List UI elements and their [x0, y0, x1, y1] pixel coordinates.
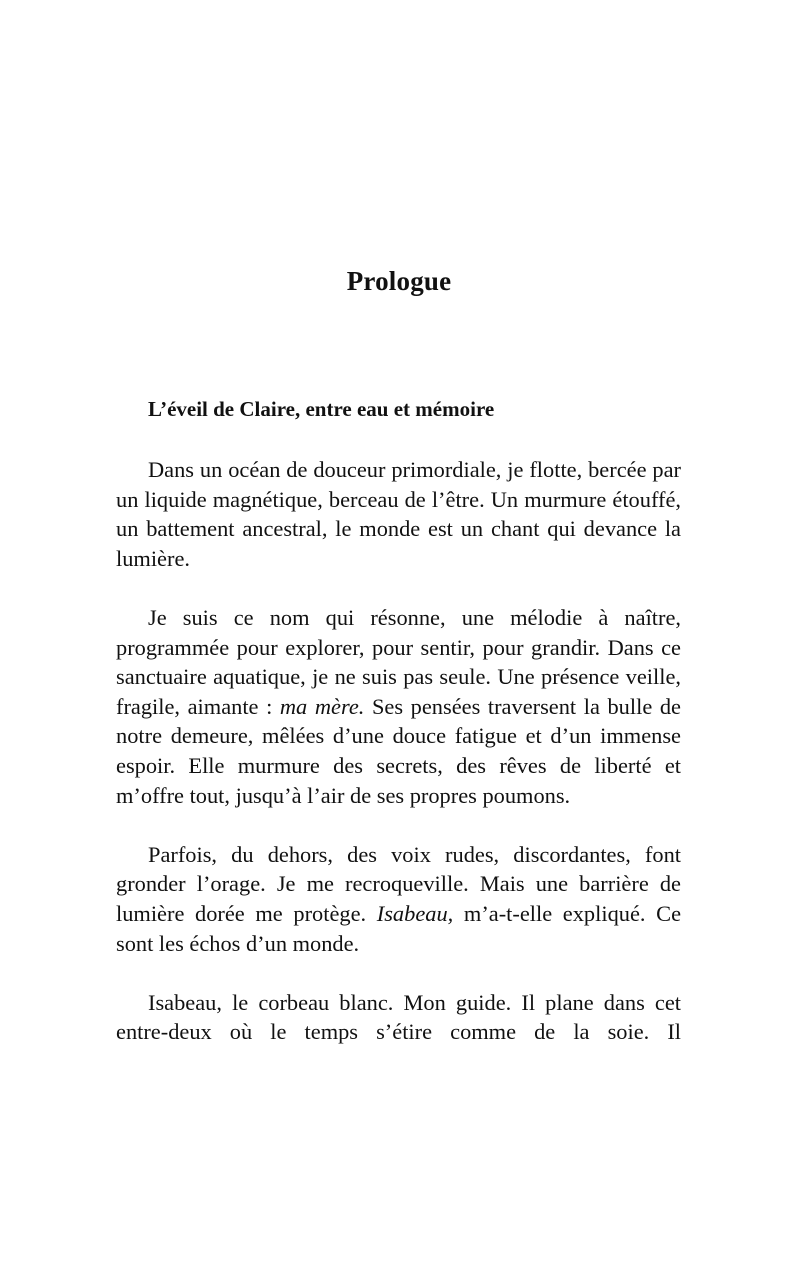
- chapter-title: Prologue: [346, 266, 452, 296]
- paragraph-2-text-a: Je suis ce nom qui résonne, une mélodie à naître, programmée pour explorer, pour sentir, pour grandir. Dans ce sanctuaire aquatique, je ne suis pas seule. Une présence veille, fragile, aimante :: [116, 604, 681, 719]
- paragraph-2-text-b: Ses pensées traversent la bulle de notre demeure, mêlées d’une douce fatigue et d’un immense espoir. Elle murmure des secrets, des rêves de liberté et m’offre tout, jusqu’à l’air de ses propres poumons.: [116, 693, 681, 808]
- paragraph-3-text-a: Parfois, du dehors, des voix rudes, discordantes, font gronder l’orage. Je me recroqueville. Mais une barrière de lumière dorée me protège.: [116, 841, 681, 926]
- section-heading: L’éveil de Claire, entre eau et mémoire: [148, 397, 495, 421]
- paragraph-4: Isabeau, le corbeau blanc. Mon guide. Il plane dans cet entre-deux où le temps s’étire comme de la soie. Il: [116, 989, 681, 1045]
- body-text: [116, 455, 681, 1076]
- paragraph-3: [116, 840, 681, 958]
- paragraph-2-emphasis: ma mère.: [279, 693, 365, 719]
- paragraph-1: Dans un océan de douceur primordiale, je flotte, bercée par un liquide magnétique, berceau de l’être. Un murmure étouffé, un battement ancestral, le monde est un chant qui devance la lumière.: [116, 457, 681, 571]
- paragraph-3-text-b: m’a-t-elle expliqué. Ce sont les échos d’un monde.: [116, 900, 682, 956]
- paragraph-2: [116, 603, 681, 810]
- paragraph-3-emphasis: Isabeau,: [376, 900, 454, 926]
